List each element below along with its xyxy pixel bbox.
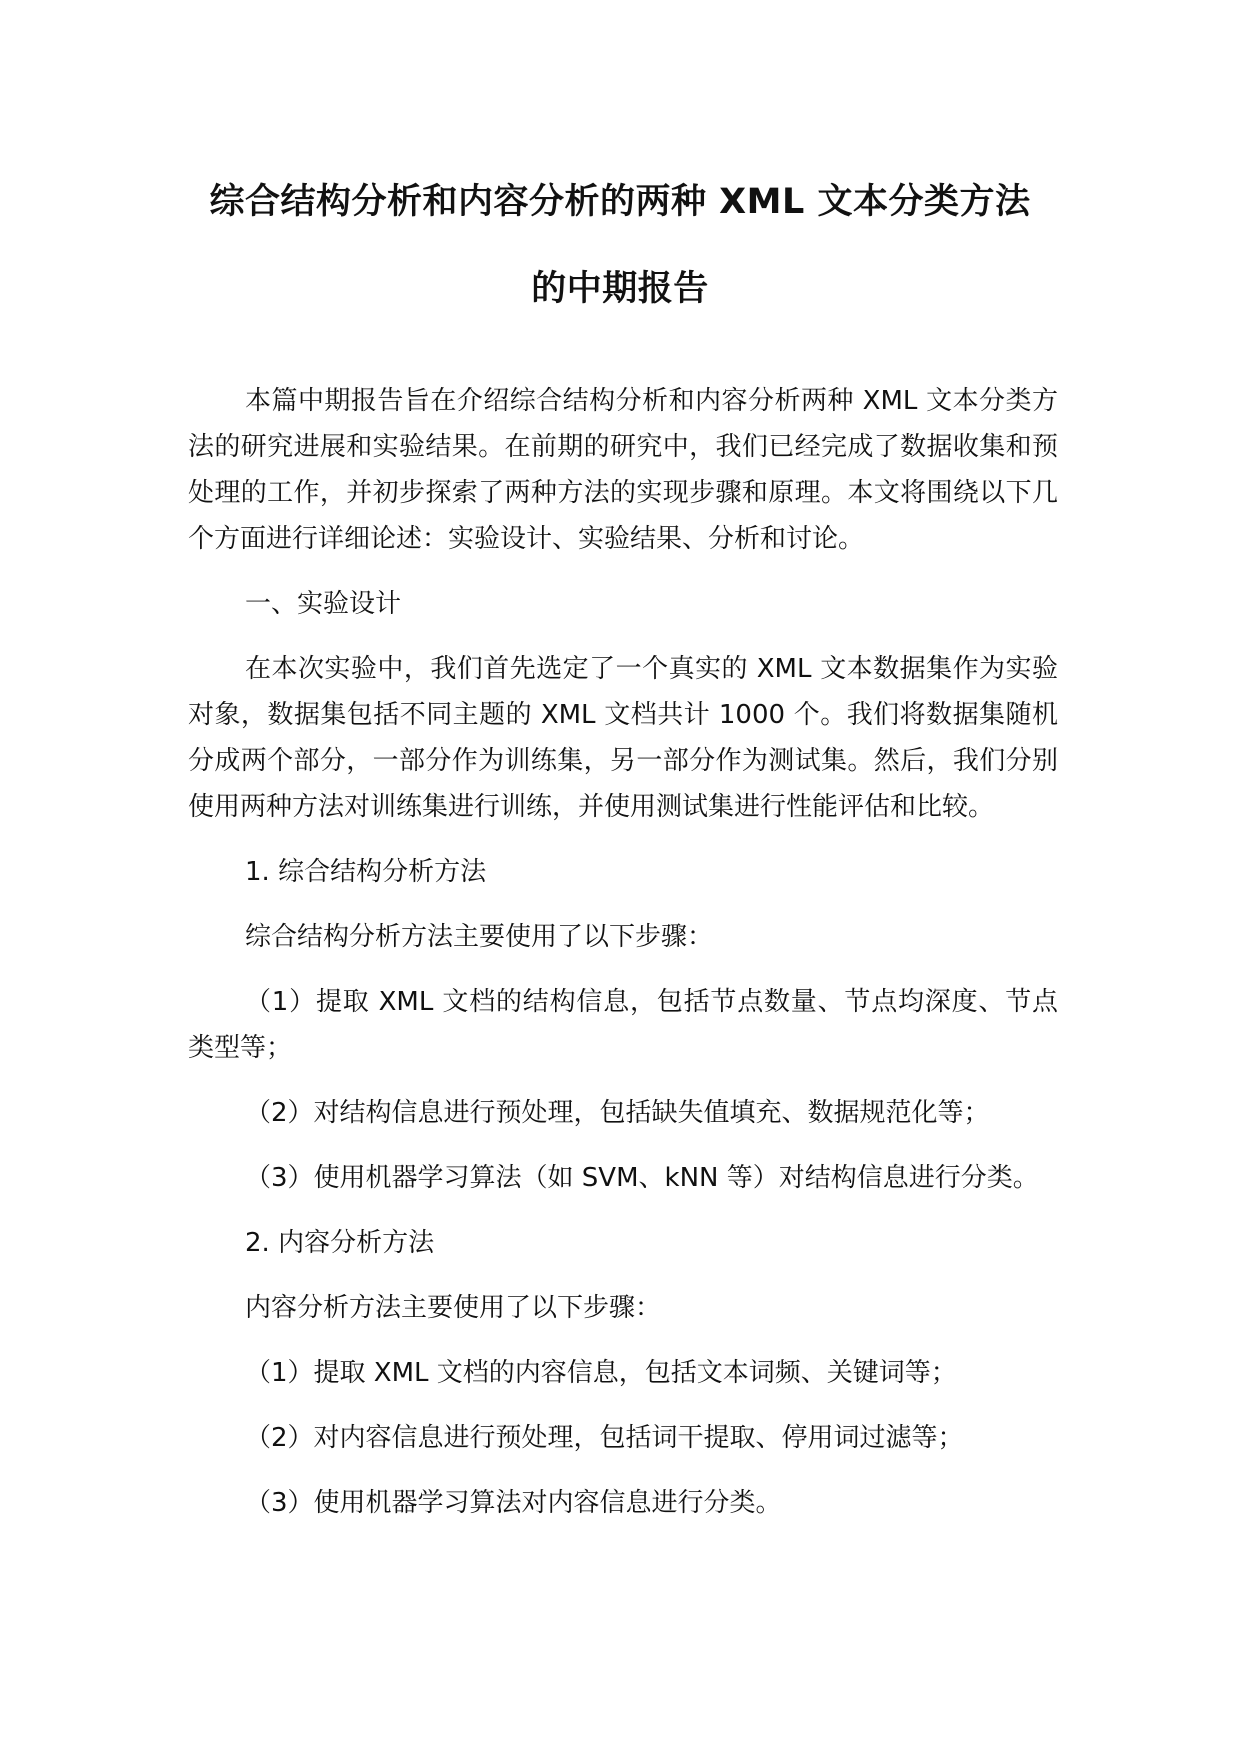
- content-step-2: （2）对内容信息进行预处理，包括词干提取、停用词过滤等；: [245, 1423, 964, 1453]
- document-title-line-2: 的中期报告: [531, 269, 709, 309]
- content-method-intro: 内容分析方法主要使用了以下步骤：: [245, 1293, 662, 1323]
- structure-step-1: （1）提取 XML 文档的结构信息，包括节点数量、节点均深度、节点类型等；: [188, 987, 1058, 1063]
- subsection-heading-structure-method: 1. 综合结构分析方法: [245, 857, 487, 887]
- subsection-heading-content-method: 2. 内容分析方法: [245, 1228, 435, 1258]
- content-step-3: （3）使用机器学习算法对内容信息进行分类。: [245, 1488, 782, 1518]
- structure-step-2: （2）对结构信息进行预处理，包括缺失值填充、数据规范化等；: [245, 1098, 990, 1128]
- structure-method-intro: 综合结构分析方法主要使用了以下步骤：: [245, 922, 714, 952]
- section-heading-experiment-design: 一、实验设计: [245, 589, 402, 619]
- structure-step-3: （3）使用机器学习算法（如 SVM、kNN 等）对结构信息进行分类。: [245, 1163, 1039, 1193]
- content-step-1: （1）提取 XML 文档的内容信息，包括文本词频、关键词等；: [245, 1358, 957, 1388]
- intro-paragraph: 本篇中期报告旨在介绍综合结构分析和内容分析两种 XML 文本分类方法的研究进展和实验结果。在前期的研究中，我们已经完成了数据收集和预处理的工作，并初步探索了两种方法的实现步骤和原理。本文将围绕以下几个方面进行详细论述：实验设计、实验结果、分析和讨论。: [188, 386, 1058, 554]
- experiment-paragraph: 在本次实验中，我们首先选定了一个真实的 XML 文本数据集作为实验对象，数据集包括不同主题的 XML 文档共计 1000 个。我们将数据集随机分成两个部分，一部分作为训练集，另一部分作为测试集。然后，我们分别使用两种方法对训练集进行训练，并使用测试集进行性能评估和比较。: [188, 654, 1058, 822]
- document-title-line-1: 综合结构分析和内容分析的两种 XML 文本分类方法: [209, 182, 1031, 222]
- document-body: [188, 378, 1058, 1545]
